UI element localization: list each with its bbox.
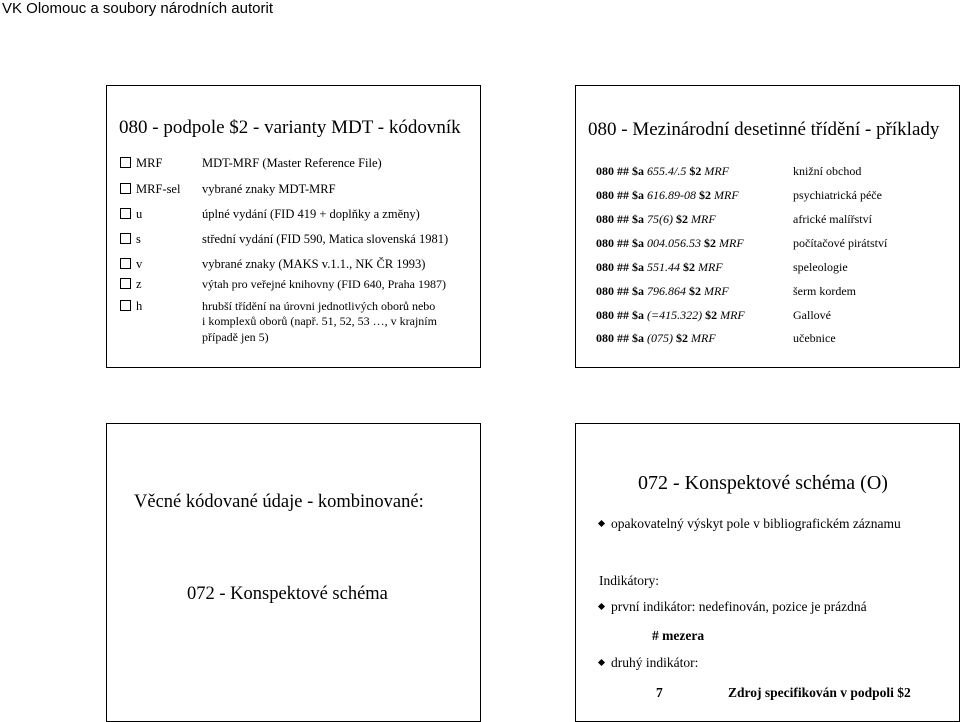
list-item [596, 599, 867, 615]
slide-mdt-variants [106, 85, 481, 368]
mrf-code: MRF [719, 236, 744, 250]
code-description: vybrané znaky (MAKS v.1.1., NK ČR 1993) [202, 257, 426, 271]
diamond-bullet-icon [598, 603, 605, 610]
slide-title: 080 - podpole $2 - varianty MDT - kódovník [119, 117, 461, 138]
example-row [596, 212, 872, 227]
checkbox-icon [120, 233, 131, 244]
field-prefix: 080 ## $a [596, 236, 644, 250]
example-description: speleologie [793, 260, 848, 274]
field-prefix: 080 ## $a [596, 331, 644, 345]
code-label: s [136, 232, 141, 246]
example-description: šerm kordem [793, 284, 856, 298]
field-prefix: 080 ## $a [596, 284, 644, 298]
udc-value: 796.864 [647, 284, 686, 298]
udc-value: 551.44 [647, 260, 680, 274]
example-description: knižní obchod [793, 164, 862, 178]
code-description: střední vydání (FID 590, Matica slovenská 1981) [202, 232, 449, 246]
example-row [596, 188, 882, 203]
code-label: MRF-sel [136, 182, 181, 196]
example-row [596, 164, 862, 179]
mezera-label: # mezera [652, 628, 705, 643]
field-prefix: 080 ## $a [596, 212, 644, 226]
indicators-label: Indikátory: [599, 573, 659, 588]
subfield-2: $2 [705, 308, 718, 322]
code-description: výtah pro veřejné knihovny (FID 640, Praha 1987) [202, 277, 446, 291]
checkbox-icon [120, 300, 131, 311]
code-description: úplné vydání (FID 419 + doplňky a změny) [202, 207, 420, 221]
slide-mdt-examples [575, 85, 960, 368]
code-description: vybrané znaky MDT-MRF [202, 182, 336, 196]
udc-value: 004.056.53 [647, 236, 701, 250]
example-row [596, 308, 831, 323]
subfield-2: $2 [676, 331, 688, 345]
subfield-2: $2 [689, 164, 702, 178]
slide-title: 072 - Konspektové schéma (O) [638, 472, 888, 494]
list-item [596, 655, 698, 671]
slide-konspekt [575, 423, 960, 722]
checkbox-icon [120, 183, 131, 194]
list-item [596, 516, 901, 532]
indicator-meaning: Zdroj specifikován v podpoli $2 [728, 685, 911, 700]
example-description: počítačové pirátství [793, 236, 888, 250]
code-description: hrubší třídění na úrovni jednotlivých oborů nebo [202, 299, 436, 313]
slide-title: Věcné kódované údaje - kombinované: [134, 492, 424, 512]
subfield-2: $2 [676, 212, 688, 226]
code-label: z [136, 277, 142, 291]
subfield-2: $2 [704, 236, 716, 250]
mrf-code: MRF [704, 164, 729, 178]
diamond-bullet-icon [598, 659, 605, 666]
subfield-2: $2 [689, 284, 701, 298]
slide-coded-data [106, 423, 481, 722]
field-prefix: 080 ## $a [596, 260, 644, 274]
udc-value: 655.4/.5 [647, 164, 687, 178]
udc-value: 75(6) [647, 212, 673, 226]
bullet-text: opakovatelný výskyt pole v bibliografickém záznamu [611, 516, 901, 531]
example-row [596, 331, 836, 346]
bullet-text: první indikátor: nedefinován, pozice je prázdná [611, 599, 867, 614]
checkbox-icon [120, 208, 131, 219]
mrf-code: MRF [698, 260, 723, 274]
field-prefix: 080 ## $a [596, 188, 644, 202]
example-description: psychiatrická péče [793, 188, 882, 202]
subfield-2: $2 [699, 188, 711, 202]
example-row [596, 236, 888, 251]
example-row [596, 284, 856, 299]
field-prefix: 080 ## $a [596, 308, 644, 322]
mrf-code: MRF [714, 188, 739, 202]
mrf-code: MRF [691, 331, 716, 345]
code-label: h [136, 299, 143, 313]
checkbox-icon [120, 278, 131, 289]
udc-value: 616.89-08 [647, 188, 696, 202]
example-description: Gallové [793, 308, 831, 322]
example-row [596, 260, 848, 275]
indicator-value: 7 [656, 685, 663, 700]
mrf-code: MRF [691, 212, 716, 226]
subfield-2: $2 [683, 260, 695, 274]
code-description: MDT-MRF (Master Reference File) [202, 156, 382, 170]
checkbox-icon [120, 157, 131, 168]
udc-value: (075) [647, 331, 673, 345]
checkbox-icon [120, 258, 131, 269]
udc-value: (=415.322) [647, 308, 703, 322]
document-header: VK Olomouc a soubory národních autorit [2, 0, 273, 17]
diamond-bullet-icon [598, 520, 605, 527]
mrf-code: MRF [720, 308, 745, 322]
code-label: v [136, 257, 143, 271]
code-description-line2: i komplexů oborů (např. 51, 52, 53 …, v krajním [202, 314, 437, 328]
example-description: učebnice [793, 331, 836, 345]
slide-title: 080 - Mezinárodní desetinné třídění - příklady [588, 119, 940, 140]
code-description-line3: případě jen 5) [202, 330, 269, 344]
code-label: MRF [136, 156, 163, 170]
code-label: u [136, 207, 143, 221]
bullet-text: druhý indikátor: [611, 655, 699, 670]
example-description: africké malířství [793, 212, 872, 226]
mrf-code: MRF [704, 284, 729, 298]
slide-subtitle: 072 - Konspektové schéma [187, 584, 388, 604]
field-prefix: 080 ## $a [596, 164, 644, 178]
